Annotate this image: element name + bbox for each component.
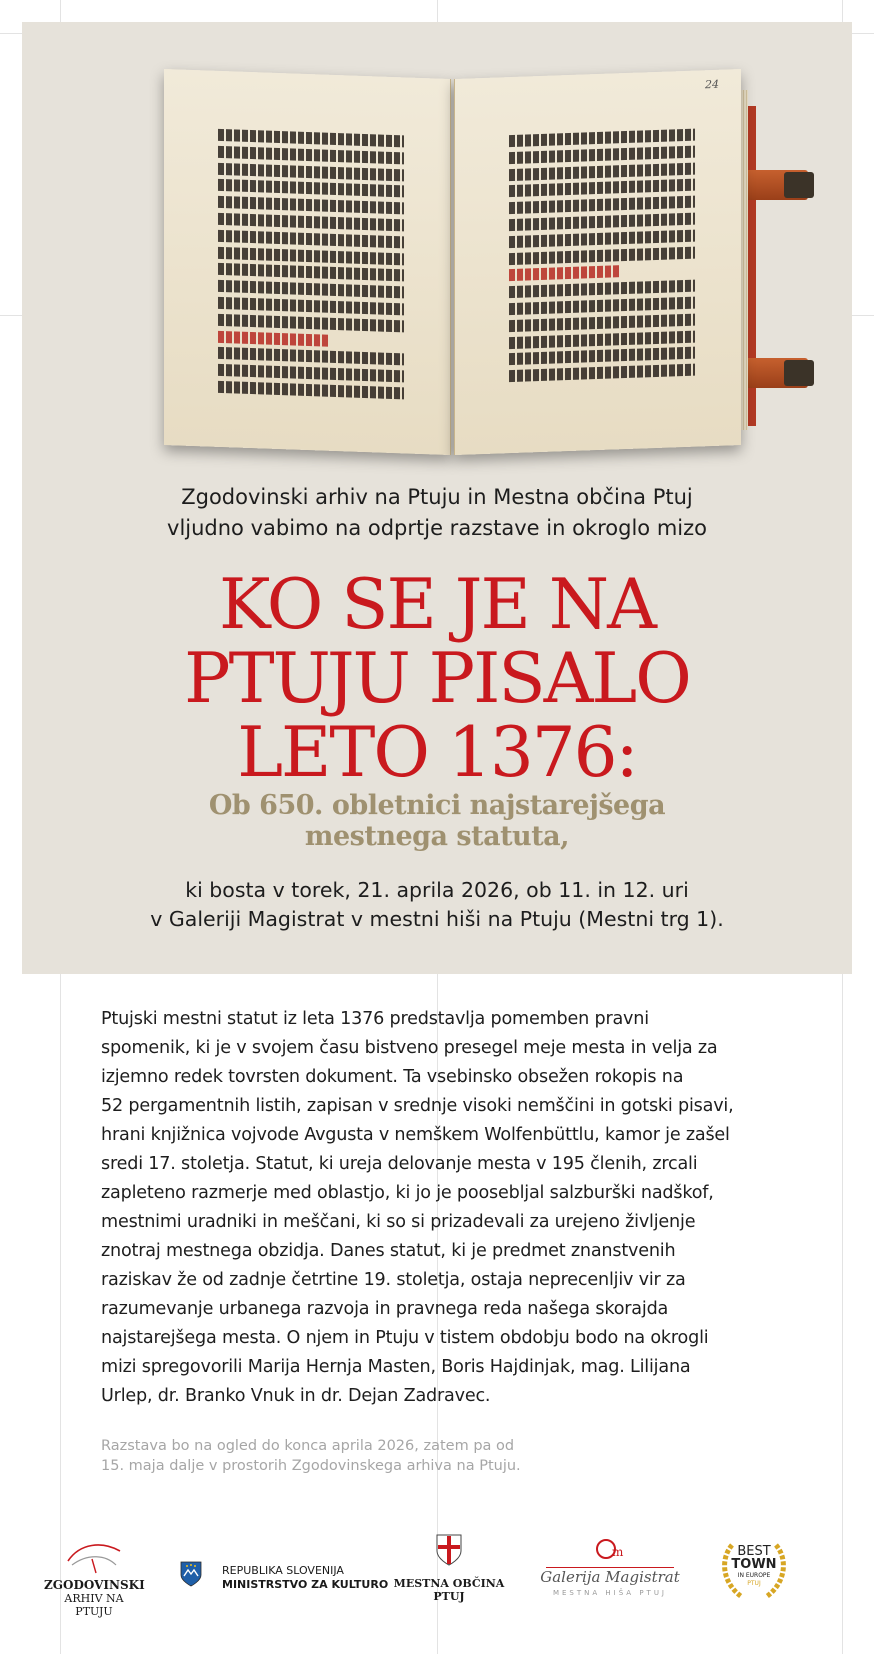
- date-line: ki bosta v torek, 21. aprila 2026, ob 11. in 12. uri: [185, 878, 689, 902]
- body-line: Urlep, dr. Branko Vnuk in dr. Dejan Zadravec.: [101, 1386, 491, 1406]
- body-line: Ptujski mestni statut iz leta 1376 predstavlja pomemben pravni: [101, 1009, 649, 1029]
- best-town-line: TOWN: [731, 1557, 777, 1572]
- gothic-text-left: [218, 129, 404, 404]
- body-line: zapleteno razmerje med oblastjo, ki jo je poosebljal salzburški nadškof,: [101, 1183, 714, 1203]
- note-line: 15. maja dalje v prostorih Zgodovinskega arhiva na Ptuju.: [101, 1458, 521, 1474]
- mop-logo: [384, 1533, 514, 1603]
- partner-logos: [0, 1525, 874, 1635]
- best-town-line: IN EUROPE: [737, 1572, 771, 1579]
- body-line: mizi spregovorili Marija Hernja Masten, Boris Hajdinjak, mag. Lilijana: [101, 1357, 691, 1377]
- exhibition-note: [101, 1436, 621, 1476]
- right-page: [454, 69, 741, 455]
- manuscript-book-image: [140, 50, 760, 470]
- body-line: hrani knjižnica vojvode Avgusta v nemškem Wolfenbüttlu, kamor je zašel: [101, 1125, 730, 1145]
- invitation-line: Zgodovinski arhiv na Ptuju in Mestna občina Ptuj: [181, 485, 693, 509]
- left-page: [164, 69, 451, 455]
- svg-text:m: m: [612, 1545, 624, 1559]
- body-line: 52 pergamentnih listih, zapisan v srednje visoki nemščini in gotski pisavi,: [101, 1096, 734, 1116]
- gothic-text-right: [509, 129, 695, 387]
- event-date-location: [22, 876, 852, 934]
- galerija-logo-sub: MESTNA HIŠA PTUJ: [552, 1589, 668, 1597]
- best-town-line: BEST: [737, 1544, 771, 1559]
- title-line: LETO 1376:: [237, 713, 637, 793]
- galerija-logo-text: Galerija Magistrat: [540, 1568, 680, 1586]
- title-line: PTUJU PISALO: [184, 639, 690, 719]
- subtitle-line: mestnega statuta,: [304, 821, 570, 852]
- subtitle-line: Ob 650. obletnici najstarejšega: [208, 790, 666, 821]
- folio-number: 24: [705, 77, 719, 92]
- hero-panel: [22, 22, 852, 974]
- zap-logo: [44, 1539, 144, 1618]
- ptuj-coat-of-arms-icon: [435, 1533, 463, 1567]
- best-town-logo: [718, 1539, 790, 1603]
- slovenia-coat-of-arms-icon: [180, 1561, 202, 1587]
- body-line: razumevanje urbanega razvoja in pravnega reda našega skorajda: [101, 1299, 669, 1319]
- description-paragraph: [101, 1005, 781, 1411]
- exhibition-title: [22, 565, 852, 793]
- ministry-logo-line: MINISTRSTVO ZA KULTURO: [222, 1578, 389, 1591]
- galerija-gm-icon: [592, 1537, 628, 1561]
- body-line: raziskav že od zadnje četrtine 19. stoletja, ostaja neprecenljiv vir za: [101, 1270, 686, 1290]
- best-town-line: PTUJ: [747, 1580, 761, 1587]
- body-line: mestnimi uradniki in meščani, ki so si prizadevali za urejeno življenje: [101, 1212, 696, 1232]
- body-line: najstarejšega mesta. O njem in Ptuju v tistem obdobju bodo na okrogli: [101, 1328, 709, 1348]
- zap-logo-line: ZGODOVINSKI: [44, 1578, 145, 1592]
- ministry-logo-line: REPUBLIKA SLOVENIJA: [222, 1564, 344, 1577]
- body-line: izjemno redek tovrsten dokument. Ta vsebinsko obsežen rokopis na: [101, 1067, 684, 1087]
- body-line: spomenik, ki je v svojem času bistveno presegel meje mesta in velja za: [101, 1038, 718, 1058]
- location-line: v Galeriji Magistrat v mestni hiši na Ptuju (Mestni trg 1).: [150, 907, 724, 931]
- invitation-line: vljudno vabimo na odprtje razstave in okroglo mizo: [167, 516, 707, 540]
- zap-logo-line: ARHIV NA PTUJU: [64, 1592, 124, 1618]
- invitation-text: [22, 482, 852, 544]
- exhibition-subtitle: [22, 790, 852, 852]
- mop-logo-text: MESTNA OBČINA PTUJ: [393, 1577, 505, 1603]
- body-line: sredi 17. stoletja. Statut, ki ureja delovanje mesta v 195 členih, zrcali: [101, 1154, 698, 1174]
- title-line: KO SE JE NA: [219, 565, 655, 645]
- note-line: Razstava bo na ogled do konca aprila 2026, zatem pa od: [101, 1438, 515, 1454]
- body-line: znotraj mestnega obzidja. Danes statut, ki je predmet znanstvenih: [101, 1241, 676, 1261]
- galerija-logo: [540, 1537, 680, 1597]
- zap-swirl-icon: [62, 1539, 126, 1575]
